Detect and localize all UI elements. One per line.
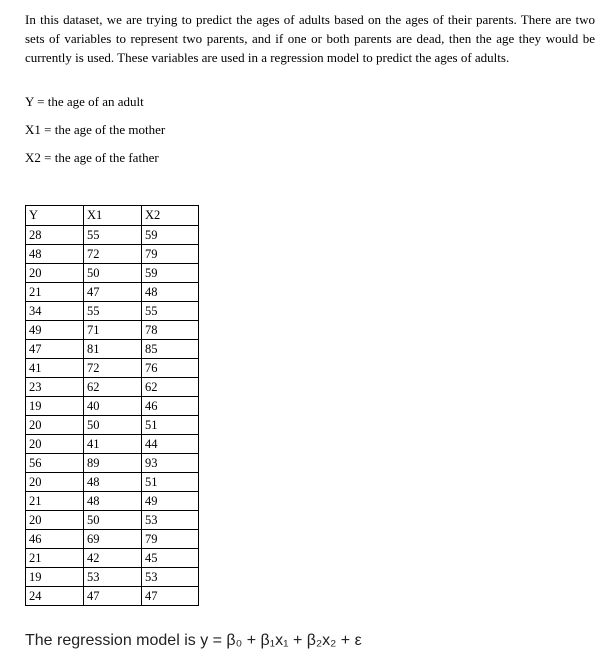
cell-x1: 55	[84, 226, 142, 245]
model-formula: y = β₀ + β₁x₁ + β₂x₂ + ε	[200, 632, 362, 649]
header-y: Y	[26, 206, 84, 226]
cell-y: 21	[26, 283, 84, 302]
cell-y: 41	[26, 359, 84, 378]
cell-x1: 62	[84, 378, 142, 397]
table-row	[26, 511, 199, 530]
cell-y: 20	[26, 416, 84, 435]
cell-x1: 41	[84, 435, 142, 454]
table-row	[26, 245, 199, 264]
cell-x2: 79	[142, 530, 199, 549]
cell-y: 21	[26, 492, 84, 511]
cell-y: 21	[26, 549, 84, 568]
cell-x1: 72	[84, 245, 142, 264]
table-row	[26, 302, 199, 321]
cell-x2: 48	[142, 283, 199, 302]
table-row	[26, 283, 199, 302]
cell-x1: 40	[84, 397, 142, 416]
cell-x1: 55	[84, 302, 142, 321]
header-x2: X2	[142, 206, 199, 226]
cell-x1: 48	[84, 492, 142, 511]
cell-y: 20	[26, 473, 84, 492]
cell-x2: 85	[142, 340, 199, 359]
cell-x2: 44	[142, 435, 199, 454]
cell-x1: 69	[84, 530, 142, 549]
cell-x2: 62	[142, 378, 199, 397]
model-prefix: The regression model is	[25, 632, 201, 649]
cell-x1: 89	[84, 454, 142, 473]
cell-x2: 59	[142, 264, 199, 283]
cell-x2: 51	[142, 473, 199, 492]
data-table	[25, 205, 199, 606]
cell-y: 48	[26, 245, 84, 264]
cell-x2: 53	[142, 511, 199, 530]
header-x1: X1	[84, 206, 142, 226]
cell-x2: 79	[142, 245, 199, 264]
table-header-row	[26, 206, 199, 226]
cell-x2: 59	[142, 226, 199, 245]
table-row	[26, 340, 199, 359]
definition-y: Y = the age of an adult	[25, 94, 144, 109]
cell-x2: 46	[142, 397, 199, 416]
cell-x2: 55	[142, 302, 199, 321]
table-row	[26, 378, 199, 397]
cell-x2: 51	[142, 416, 199, 435]
cell-x1: 47	[84, 587, 142, 606]
table-row	[26, 321, 199, 340]
cell-x1: 50	[84, 264, 142, 283]
cell-y: 20	[26, 264, 84, 283]
cell-y: 20	[26, 435, 84, 454]
table-row	[26, 454, 199, 473]
table-row	[26, 530, 199, 549]
cell-x2: 76	[142, 359, 199, 378]
cell-x1: 72	[84, 359, 142, 378]
table-row	[26, 435, 199, 454]
table-row	[26, 492, 199, 511]
table-row	[26, 473, 199, 492]
table-row	[26, 397, 199, 416]
model-statement	[25, 632, 362, 650]
intro-paragraph: In this dataset, we are trying to predict the ages of adults based on the ages of their parents. There are two sets of variables to represent two parents, and if one or both parents are dead, then the age they would be currently is used. These variables are used in a regression model to predict the ages of adults.	[25, 12, 595, 65]
cell-y: 19	[26, 568, 84, 587]
cell-y: 49	[26, 321, 84, 340]
cell-y: 56	[26, 454, 84, 473]
cell-y: 20	[26, 511, 84, 530]
cell-y: 46	[26, 530, 84, 549]
table-row	[26, 568, 199, 587]
cell-x1: 47	[84, 283, 142, 302]
cell-x1: 48	[84, 473, 142, 492]
definition-x1: X1 = the age of the mother	[25, 122, 166, 137]
definition-x2: X2 = the age of the father	[25, 150, 159, 165]
table-body	[26, 226, 199, 606]
cell-y: 34	[26, 302, 84, 321]
cell-x2: 45	[142, 549, 199, 568]
cell-y: 23	[26, 378, 84, 397]
cell-y: 28	[26, 226, 84, 245]
table-row	[26, 226, 199, 245]
cell-x2: 78	[142, 321, 199, 340]
cell-x2: 47	[142, 587, 199, 606]
table-row	[26, 416, 199, 435]
cell-x1: 53	[84, 568, 142, 587]
cell-x2: 93	[142, 454, 199, 473]
cell-y: 19	[26, 397, 84, 416]
cell-x1: 50	[84, 511, 142, 530]
cell-y: 24	[26, 587, 84, 606]
cell-x1: 42	[84, 549, 142, 568]
table-row	[26, 359, 199, 378]
cell-x2: 49	[142, 492, 199, 511]
table-row	[26, 587, 199, 606]
cell-x1: 71	[84, 321, 142, 340]
cell-x2: 53	[142, 568, 199, 587]
table-row	[26, 549, 199, 568]
cell-x1: 81	[84, 340, 142, 359]
table-row	[26, 264, 199, 283]
cell-x1: 50	[84, 416, 142, 435]
cell-y: 47	[26, 340, 84, 359]
